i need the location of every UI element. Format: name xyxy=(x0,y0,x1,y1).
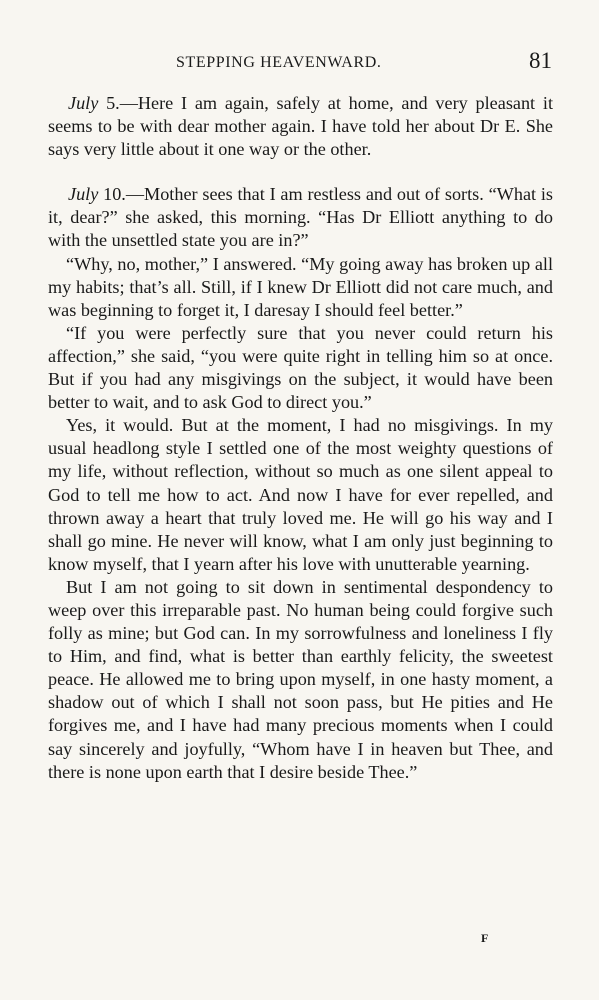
diary-entry-july-10 xyxy=(48,183,553,252)
body-text xyxy=(48,92,553,784)
entry-date: July xyxy=(68,184,99,205)
entry-text: 10.—Mother sees that I am restless and out of sorts. “What is it, dear?” she asked, this morning. “Has Dr Elliott anything to do with the unsettled state you are in?” xyxy=(48,184,554,251)
entry-text: 5.—Here I am again, safely at home, and very pleasant it seems to be with dear mother again. I have told her about Dr E. She says very little about it one way or the other. xyxy=(48,93,553,160)
paragraph: “If you were perfectly sure that you never could return his affection,” she said, “you were quite right in telling him so at once. But if you had any misgivings on the subject, it would have been better to wait, and to ask God to direct you.” xyxy=(48,322,553,413)
signature-mark: F xyxy=(481,931,489,945)
entry-date: July xyxy=(68,93,99,113)
running-title: STEPPING HEAVENWARD. xyxy=(176,54,382,71)
page-number: 81 xyxy=(529,48,552,73)
running-head xyxy=(62,48,552,78)
paragraph: Yes, it would. But at the moment, I had no misgivings. In my usual headlong style I settled one of the most weighty questions of my life, without reflection, without so much as one silent appeal to God to tell me how to act. And now I have for ever repelled, and thrown away a heart that truly loved me. He will go his way and I shall go mine. He never will know, what I am only just beginning to know myself, that I yearn after his love with unutterable yearning. xyxy=(48,415,553,574)
diary-entry-july-5 xyxy=(48,92,553,161)
paragraph: “Why, no, mother,” I answered. “My going away has broken up all my habits; that’s all. Still, if I knew Dr Elliott did not care much, and was beginning to forget it, I daresay I should feel better.” xyxy=(48,253,553,320)
paragraph: But I am not going to sit down in sentimental despondency to weep over this irreparable past. No human being could forgive such folly as mine; but God can. In my sorrowfulness and loneliness I fly to Him, and find, what is better than earthly felicity, the sweetest peace. He allowed me to bring upon myself, in one hasty moment, a shadow out of which I shall not soon pass, but He pities and He forgives me, and I have had many precious moments when I could say sincerely and joyfully, “Whom have I in heaven but Thee, and there is none upon earth that I desire beside Thee.” xyxy=(48,576,553,782)
